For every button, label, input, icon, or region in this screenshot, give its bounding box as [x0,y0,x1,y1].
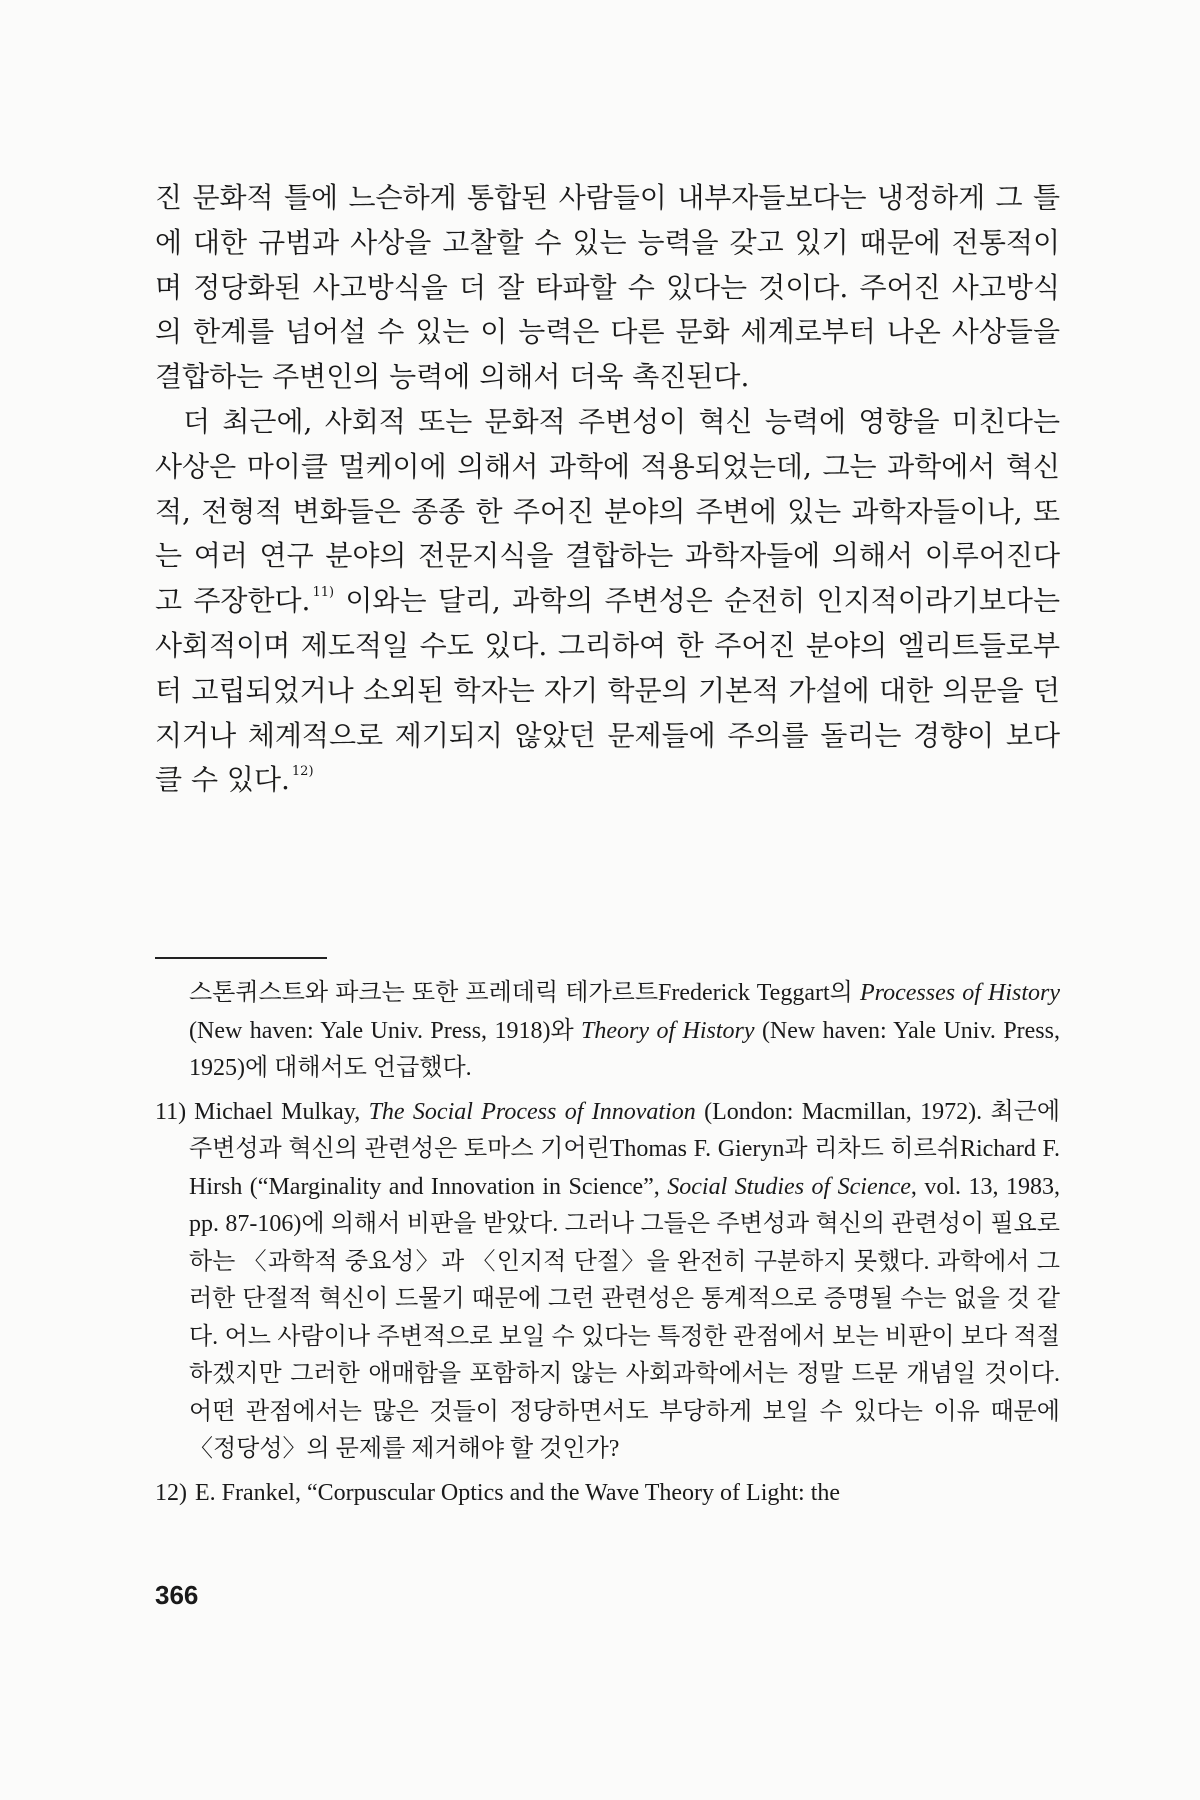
footnote-text: (New haven: Yale Univ. Press, 1925)에 대해서도 언급했다. [189,1017,1060,1081]
footnote-text: (London: Macmillan, 1972). 최근에 주변성과 혁신의 관련성은 토마스 기어린Thomas F. Gieryn과 리차드 히르쉬Richard F. Hirsh (“Marginality and Innovation in Science”, [189,1098,1060,1200]
paragraph-text: 더 최근에, 사회적 또는 문화적 주변성이 혁신 능력에 영향을 미친다는 사상은 마이클 멀케이에 의해서 과학에 적용되었는데, 그는 과학에서 혁신적, 전형적 변화들은 종종 한 주어진 분야의 주변에 있는 과학자들이나, 또는 여러 연구 분야의 전문지식을 결합하는 과학자들에 의해서 이루어진다고 주장한다. [155,404,1060,618]
footnote-text: (New haven: Yale Univ. Press, 1918)와 [189,1017,582,1044]
footnotes [155,975,1060,1518]
footnote-divider [155,957,327,959]
footnote-ref[interactable]: 11) [312,585,335,601]
footnote-number: 11) [155,1098,187,1125]
paragraph-text: 이와는 달리, 과학의 주변성은 순전히 인지적이라기보다는 사회적이며 제도적일 수도 있다. 그리하여 한 주어진 분야의 엘리트들로부터 고립되었거나 소외된 학자는 자기 학문의 기본적 가설에 대한 의문을 던지거나 체계적으로 제기되지 않았던 문제들에 주의를 돌리는 경향이 보다 클 수 있다. [155,584,1060,797]
footnote-12 [155,1475,1060,1513]
book-title: Theory of History [581,1017,755,1044]
journal-title: Social Studies of Science [667,1173,911,1200]
footnote-continued [155,975,1060,1088]
footnote-number: 12) [155,1479,187,1506]
footnote-text: E. Frankel, “Corpuscular Optics and the Wave Theory of Light: the [195,1479,841,1506]
footnote-text: 스톤퀴스트와 파크는 또한 프레데릭 테가르트Frederick Teggart의 [189,980,860,1006]
footnote-11 [155,1094,1060,1469]
page-number: 366 [155,1580,199,1610]
footnote-text: Michael Mulkay, [194,1098,369,1125]
book-title: The Social Process of Innovation [368,1098,696,1125]
footnote-text: , vol. 13, 1983, pp. 87-106)에 의해서 비판을 받았다. 그러나 그들은 주변성과 혁신의 관련성이 필요로 하는 〈과학적 중요성〉과 〈인지적 단절〉을 완전히 구분하지 못했다. 과학에서 그러한 단절적 혁신이 드물기 때문에 그런 관련성은 통계적으로 증명될 수는 없을 것 같다. 어느 사람이나 주변적으로 보일 수 있다는 특정한 관점에서 보는 비판이 보다 적절하겠지만 그러한 애매함을 포함하지 않는 사회과학에서는 정말 드문 개념일 것이다. 어떤 관점에서는 많은 것들이 정당하면서도 부당하게 보일 수 있다는 이유 때문에 〈정당성〉의 문제를 제거해야 할 것인가? [189,1173,1060,1462]
footnote-ref[interactable]: 12) [291,764,314,780]
paragraph-text: 진 문화적 틀에 느슨하게 통합된 사람들이 내부자들보다는 냉정하게 그 틀에 대한 규범과 사상을 고찰할 수 있는 능력을 갖고 있기 때문에 전통적이며 정당화된 사고방식을 더 잘 타파할 수 있다는 것이다. 주어진 사고방식의 한계를 넘어설 수 있는 이 능력은 다른 문화 세계로부터 나온 사상들을 결합하는 주변인의 능력에 의해서 더욱 촉진된다. [155,181,1060,394]
book-title: Processes of History [859,980,1060,1006]
body-paragraph [155,176,1060,400]
body-paragraph [155,400,1060,803]
main-text [155,176,1060,803]
